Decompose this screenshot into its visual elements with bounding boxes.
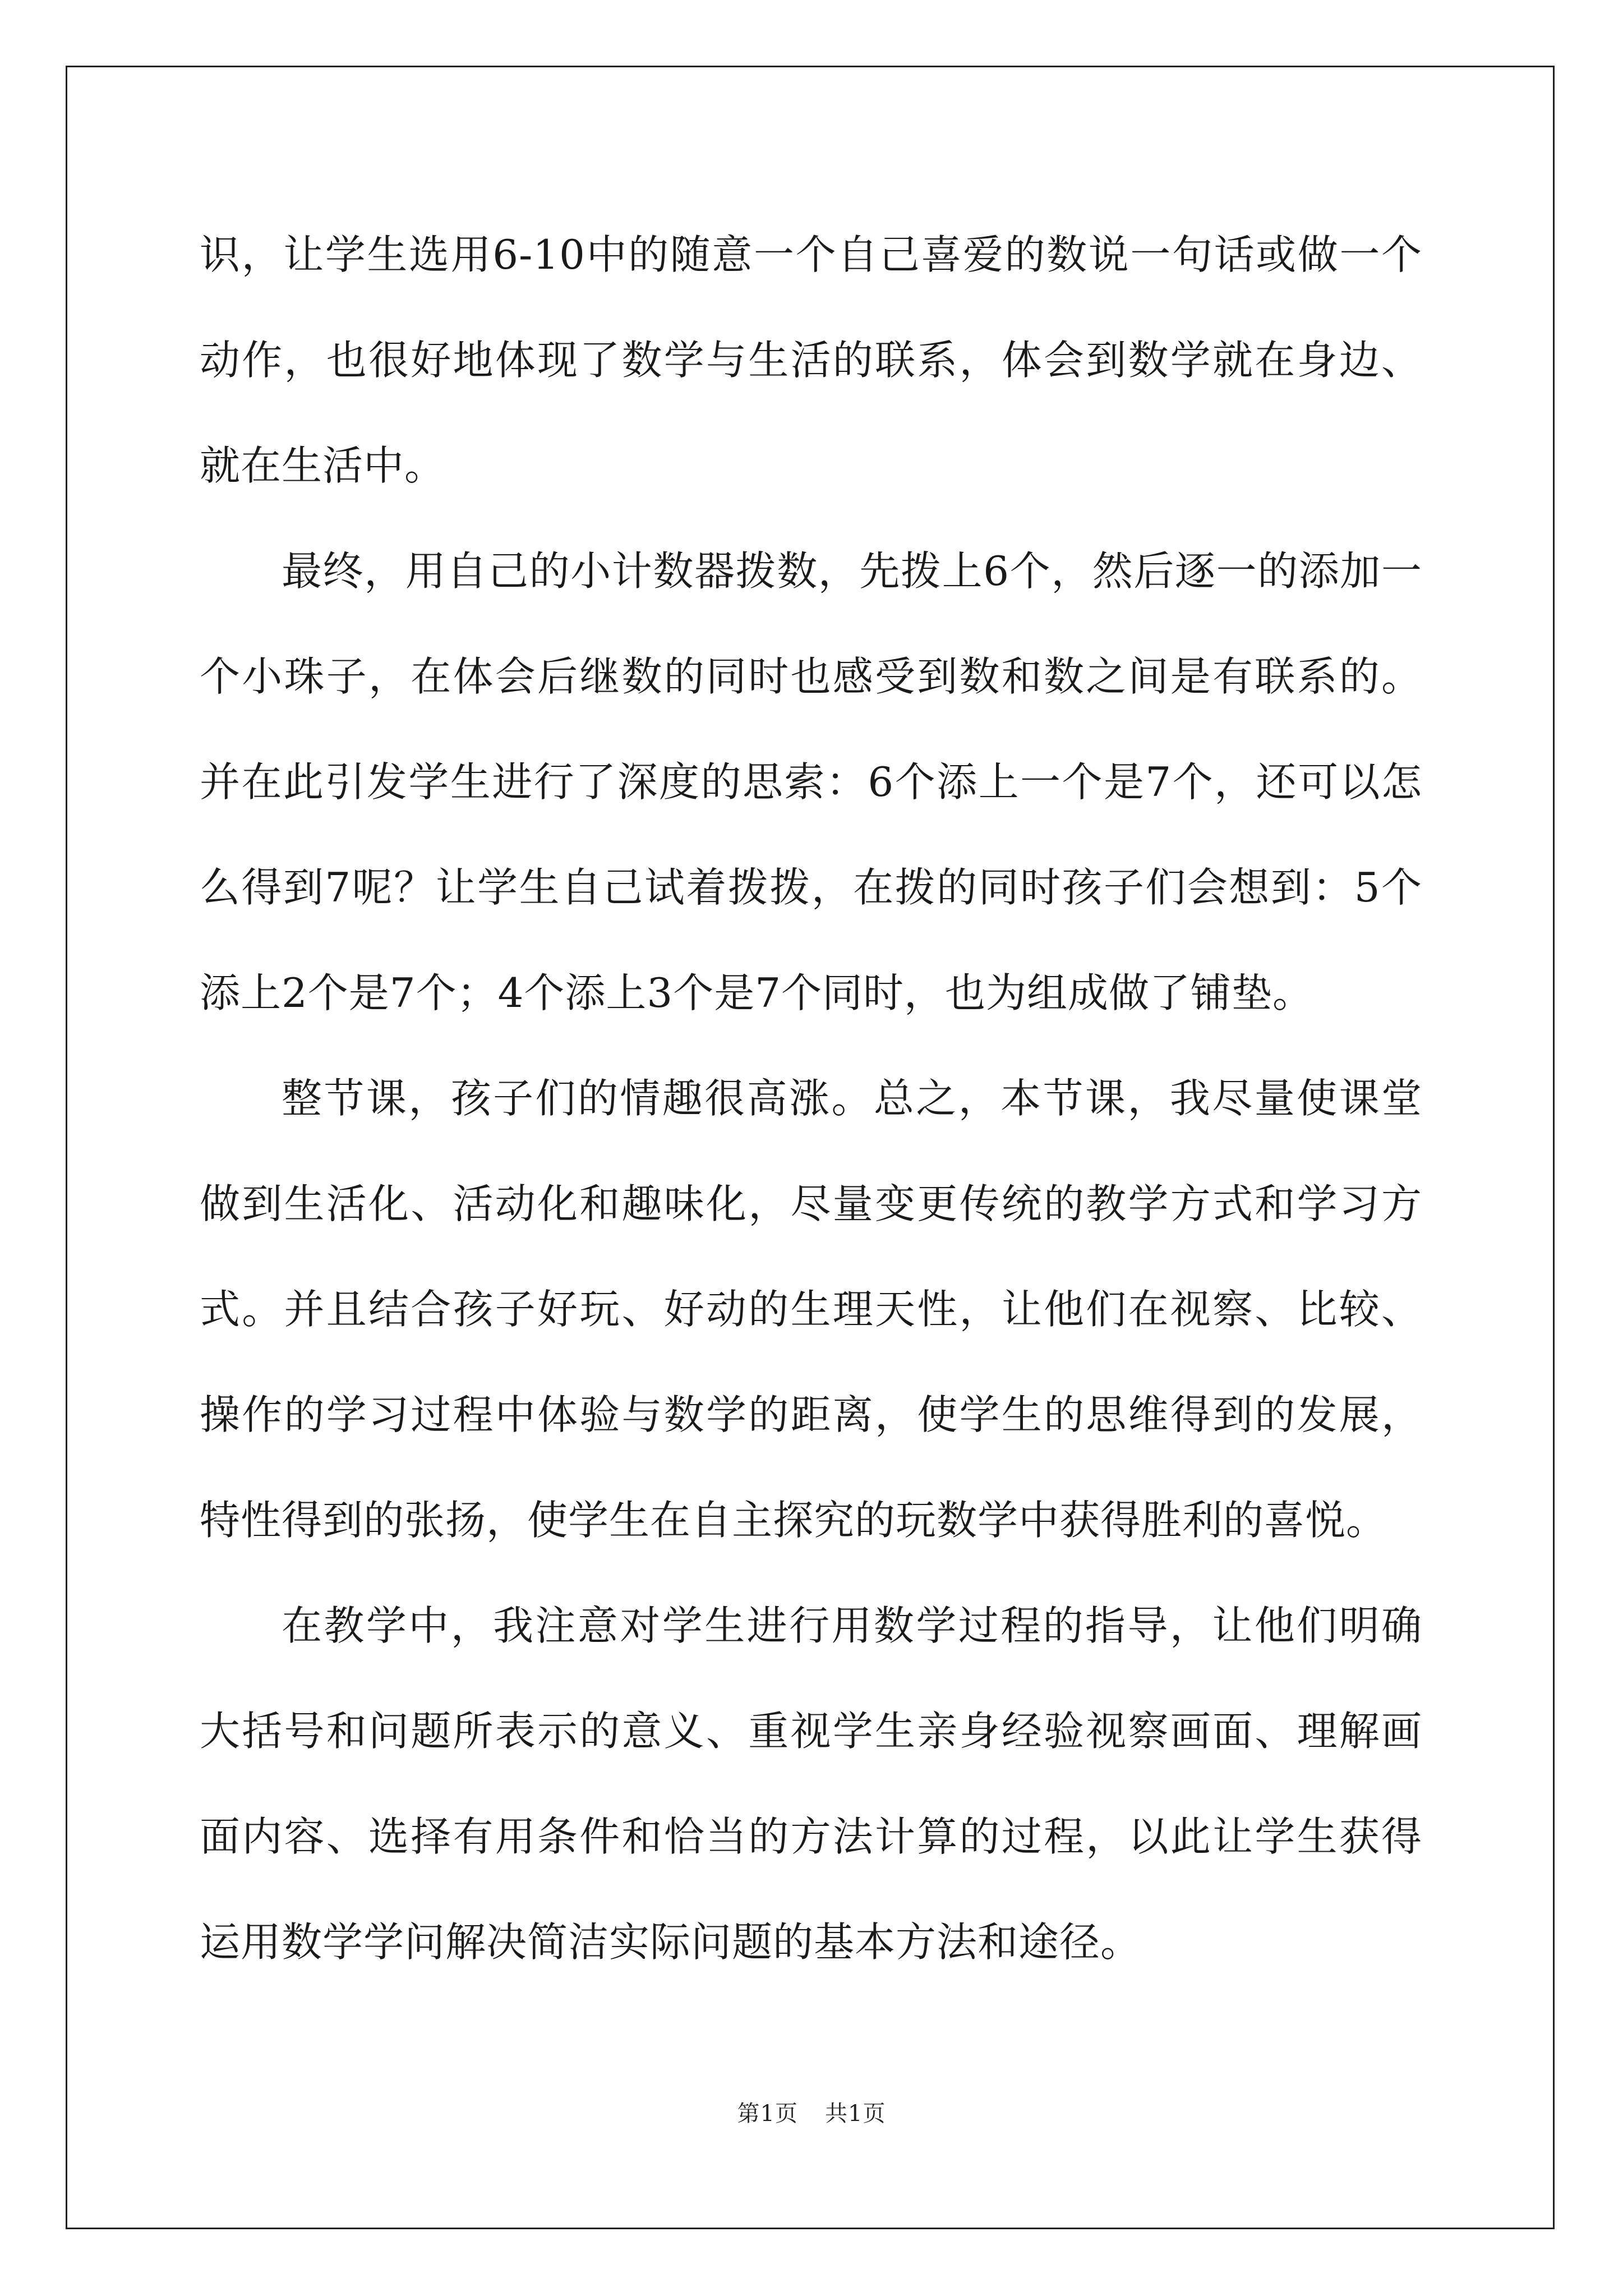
page-number: 第1页 <box>737 2101 798 2127</box>
paragraph-1: 识，让学生选用6-10中的随意一个自己喜爱的数说一句话或做一个动作，也很好地体现了数学与生活的联系，体会到数学就在身边、就在生活中。 <box>200 231 1422 489</box>
page-footer <box>0 2097 1623 2131</box>
document-body <box>200 202 1422 1995</box>
paragraph-2: 最终，用自己的小计数器拨数，先拨上6个，然后逐一的添加一个小珠子，在体会后继数的同时也感受到数和数之间是有联系的。并在此引发学生进行了深度的思索：6个添上一个是7个，还可以怎么得到7呢？让学生自己试着拨拨，在拨的同时孩子们会想到：5个添上2个是7个；4个添上3个是7个同时，也为组成做了铺垫。 <box>200 547 1422 1016</box>
page-total: 共1页 <box>825 2101 886 2127</box>
paragraph-3: 整节课，孩子们的情趣很高涨。总之，本节课，我尽量使课堂做到生活化、活动化和趣味化，尽量变更传统的教学方式和学习方式。并且结合孩子好玩、好动的生理天性，让他们在视察、比较、操作的学习过程中体验与数学的距离，使学生的思维得到的发展，特性得到的张扬，使学生在自主探究的玩数学中获得胜利的喜悦。 <box>200 1075 1422 1544</box>
paragraph-4: 在教学中，我注意对学生进行用数学过程的指导，让他们明确大括号和问题所表示的意义、重视学生亲身经验视察画面、理解画面内容、选择有用条件和恰当的方法计算的过程，以此让学生获得运用数学学问解决简洁实际问题的基本方法和途径。 <box>200 1602 1422 1966</box>
